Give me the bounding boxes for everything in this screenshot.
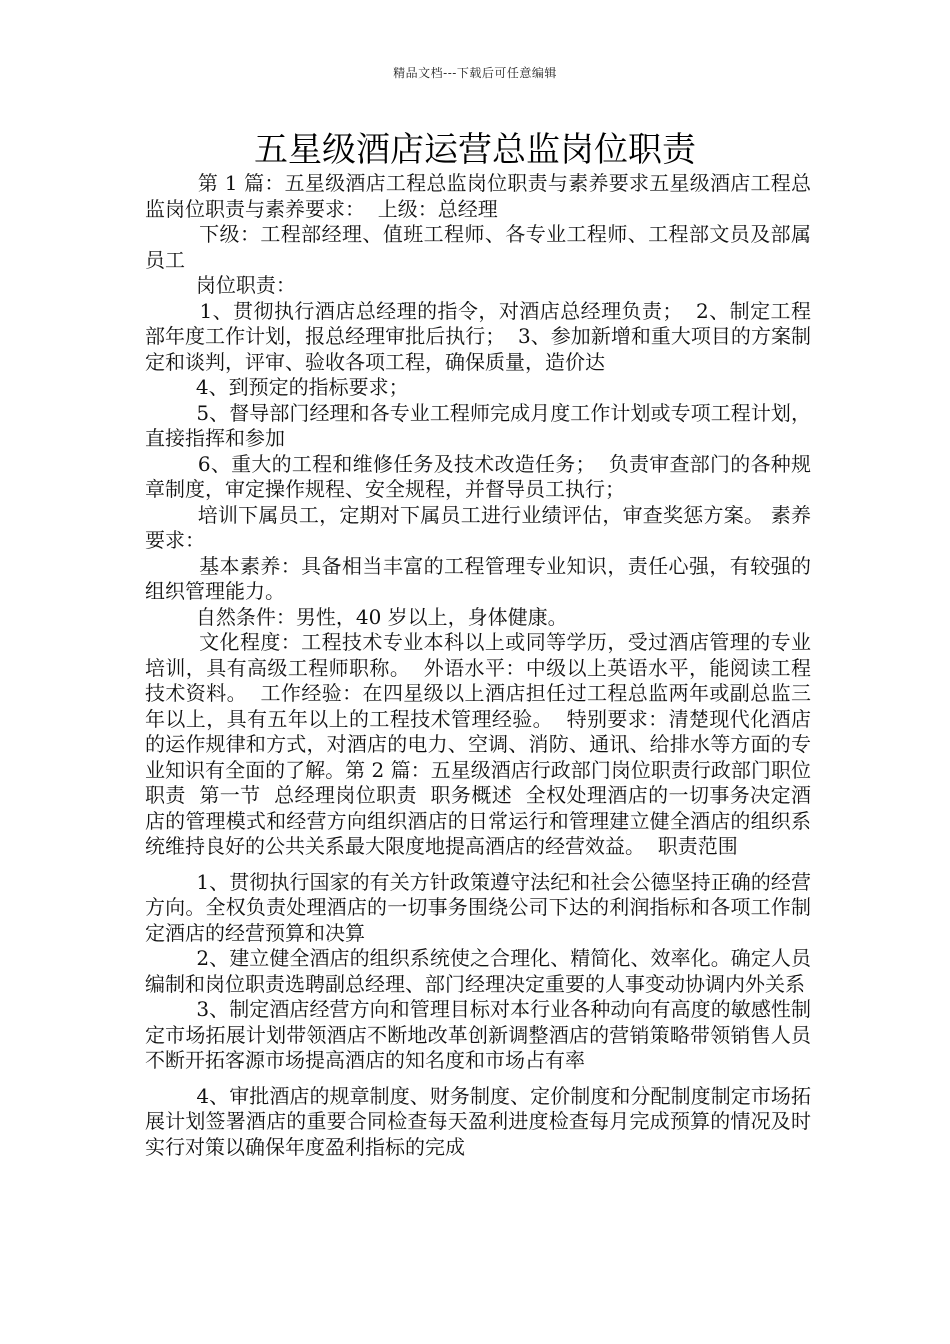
paragraph: 6、重大的工程和维修任务及技术改造任务； 负责审查部门的各种规章制度，审定操作规程、安全规程，并督导员工执行； xyxy=(145,451,811,501)
document-title: 五星级酒店运营总监岗位职责 xyxy=(254,130,696,170)
paragraph: 1、贯彻执行酒店总经理的指令，对酒店总经理负责； 2、制定工程部年度工作计划，报总经理审批后执行； 3、参加新增和重大项目的方案制定和谈判，评审、验收各项工程，确保质量，造价达 xyxy=(145,298,811,374)
paragraph: 4、审批酒店的规章制度、财务制度、定价制度和分配制度制定市场拓展计划签署酒店的重要合同检查每天盈利进度检查每月完成预算的情况及时实行对策以确保年度盈利指标的完成 xyxy=(145,1083,811,1159)
paragraph: 4、到预定的指标要求； xyxy=(145,375,409,399)
paragraph: 文化程度：工程技术专业本科以上或同等学历，受过酒店管理的专业培训，具有高级工程师职称。 外语水平：中级以上英语水平，能阅读工程技术资料。 工作经验：在四星级以上酒店担任过工程总监两年或副总监三年以上，具有五年以上的工程技术管理经验。 特别要求：清楚现代化酒店的运作规律和方式，对酒店的电力、空调、消防、通讯、给排水等方面的专业知识有全面的了解。第 2 篇：五星级酒店行政部门岗位职责行政部门职位职责 第一节 总经理岗位职责 职务概述 全权处理酒店的一切事务决定酒店的管理模式和经营方向组织酒店的日常运行和管理建立健全酒店的组织系统维持良好的公共关系最大限度地提高酒店的经营效益。 职责范围 xyxy=(145,630,812,858)
paragraph: 5、督导部门经理和各专业工程师完成月度工作计划或专项工程计划，直接指挥和参加 xyxy=(145,400,811,450)
paragraph: 下级：工程部经理、值班工程师、各专业工程师、工程部文员及部属员工 xyxy=(145,222,812,272)
paragraph: 1、贯彻执行国家的有关方针政策遵守法纪和社会公德坚持正确的经营方向。全权负责处理酒店的一切事务围绕公司下达的利润指标和各项工作制定酒店的经营预算和决算 xyxy=(145,869,811,945)
paragraph: 岗位职责： xyxy=(145,273,296,297)
paragraph: 2、建立健全酒店的组织系统使之合理化、精简化、效率化。确定人员编制和岗位职责选聘副总经理、部门经理决定重要的人事变动协调内外关系 xyxy=(145,946,811,996)
paragraph: 自然条件：男性，40 岁以上，身体健康。 xyxy=(145,604,568,629)
header-note: 精品文档---下载后可任意编辑 xyxy=(393,66,557,80)
paragraph: 3、制定酒店经营方向和管理目标对本行业各种动向有高度的敏感性制定市场拓展计划带领酒店不断地改革创新调整酒店的营销策略带领销售人员不断开拓客源市场提高酒店的知名度和市场占有率 xyxy=(145,997,811,1072)
paragraph: 培训下属员工，定期对下属员工进行业绩评估，审查奖惩方案。 素养要求： xyxy=(145,502,812,552)
paragraph: 基本素养：具备相当丰富的工程管理专业知识，责任心强，有较强的组织管理能力。 xyxy=(145,553,812,603)
document-body xyxy=(145,171,811,1160)
paragraph: 第 1 篇：五星级酒店工程总监岗位职责与素养要求五星级酒店工程总监岗位职责与素养要求： 上级：总经理 xyxy=(145,171,811,221)
